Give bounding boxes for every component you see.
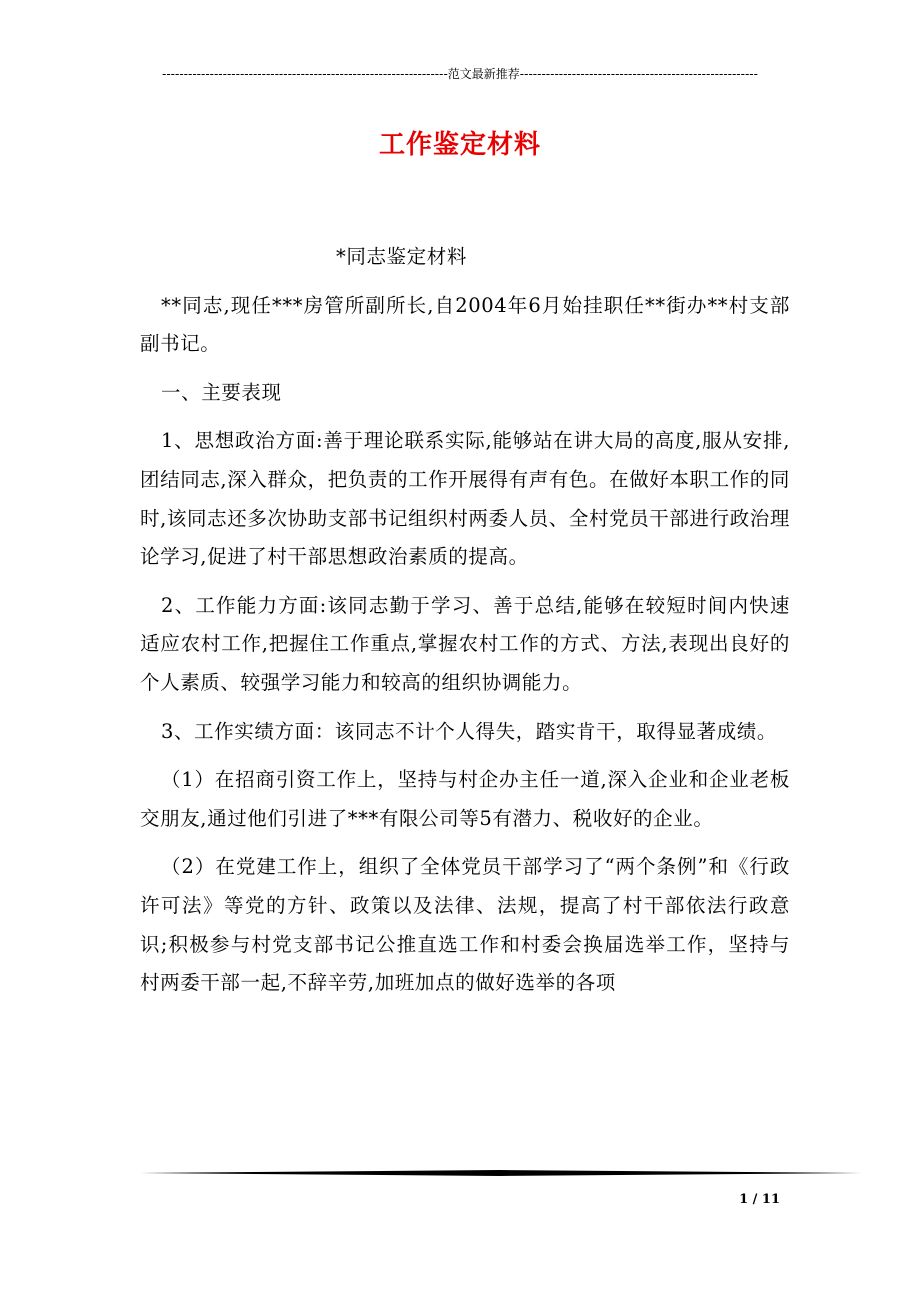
paragraph-item-3: 3、工作实绩方面：该同志不计个人得失，踏实肯干，取得显著成绩。 xyxy=(161,719,778,743)
paragraph-sub-2: （2）在党建工作上，组织了全体党员干部学习了“两个条例”和《行政许可法》等党的方针、政策以及法律、法规，提高了村干部依法行政意识;积极参与村党支部书记公推直选工作和村委会换届选举工作，坚持与村两委干部一起,不辞辛劳,加班加点的做好选举的各项 xyxy=(140,855,790,995)
paragraph-item-1: 1、思想政治方面:善于理论联系实际,能够站在讲大局的高度,服从安排,团结同志,深入群众，把负责的工作开展得有声有色。在做好本职工作的同时,该同志还多次协助支部书记组织村两委人员、全村党员干部进行政治理论学习,促进了村干部思想政治素质的提高。 xyxy=(140,429,790,569)
paragraph-sub-1: （1）在招商引资工作上，坚持与村企办主任一道,深入企业和企业老板交朋友,通过他们引进了***有限公司等5有潜力、税收好的企业。 xyxy=(140,768,790,830)
header-banner: ------------------------------------------------------------------范文最新推荐------------------------------------------------------- xyxy=(162,67,758,81)
document-title: 工作鉴定材料 xyxy=(378,130,541,160)
footer-divider xyxy=(140,1163,862,1183)
intro-paragraph: **同志,现任***房管所副所长,自2004年6月始挂职任**街办**村支部副书记。 xyxy=(140,293,790,356)
paragraph-item-2: 2、工作能力方面:该同志勤于学习、善于总结,能够在较短时间内快速适应农村工作,把握住工作重点,掌握农村工作的方式、方法,表现出良好的个人素质、较强学习能力和较高的组织协调能力。 xyxy=(140,593,790,694)
page-number: 1 / 11 xyxy=(739,1192,780,1207)
subtitle: *同志鉴定材料 xyxy=(336,245,467,268)
document-body xyxy=(140,238,790,1003)
section-heading: 一、主要表现 xyxy=(161,380,282,404)
